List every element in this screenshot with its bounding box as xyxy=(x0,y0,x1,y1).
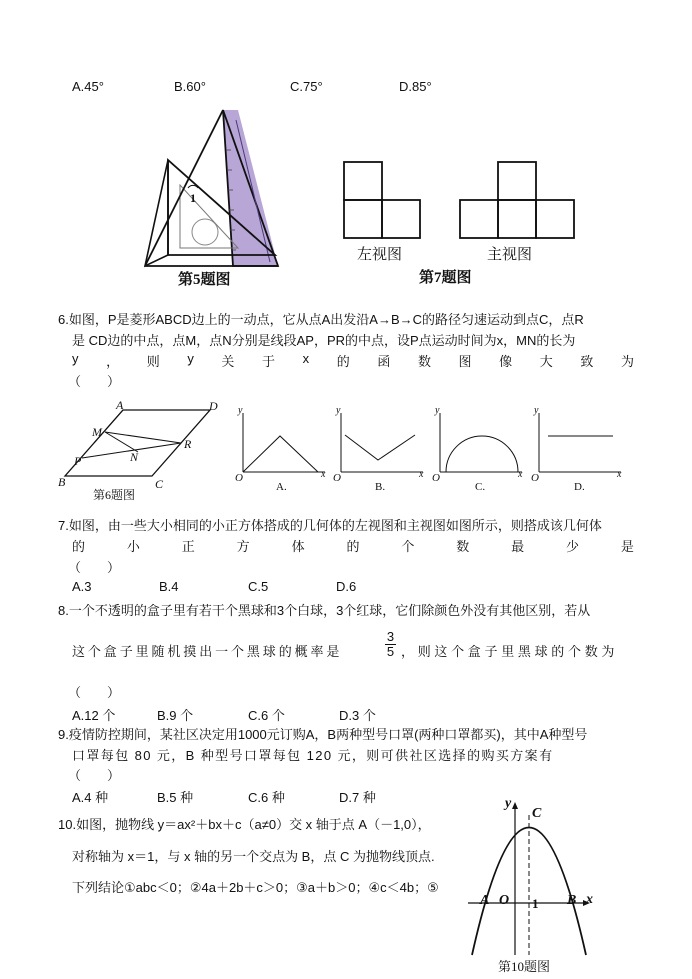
q7-option-a: A.3 xyxy=(72,579,92,594)
q4-option-b: B.60° xyxy=(174,79,206,94)
graph-d-label: D. xyxy=(574,481,585,493)
graph-a-origin: O xyxy=(235,472,243,484)
graph-c-y-label: y xyxy=(435,405,440,416)
q6-answer-blank: （ ） xyxy=(68,374,121,389)
graph-b-y-label: y xyxy=(336,405,341,416)
q9-line1: 9.疫情防控期间，某社区决定用1000元订购A，B两种型号口罩(两种口罩都买)，其中A种型号 xyxy=(58,727,588,742)
fig7-caption: 第7题图 xyxy=(419,270,472,286)
q4-option-c: C.75° xyxy=(290,79,323,94)
q9-option-c: C.6 种 xyxy=(248,790,285,805)
q10-line1: 10.如图，抛物线 y＝ax²＋bx＋c（a≠0）交 x 轴于点 A（－1,0）， xyxy=(58,817,431,832)
graph-a-y-label: y xyxy=(238,405,243,416)
fig6-label-m: M xyxy=(92,425,102,439)
fig7-front-label: 主视图 xyxy=(487,247,533,263)
fig10-c-label: C xyxy=(532,806,542,821)
graph-b-origin: O xyxy=(333,472,341,484)
fig10-a-label: A xyxy=(480,893,490,908)
q9-option-d: D.7 种 xyxy=(339,790,376,805)
q4-option-a: A.45° xyxy=(72,79,104,94)
q10-line2: 对称轴为 x＝1，与 x 轴的另一个交点为 B，点 C 为抛物线顶点. xyxy=(72,849,435,864)
q7-option-d: D.6 xyxy=(336,579,357,594)
q8-fraction-numerator: 3 xyxy=(386,629,395,644)
fig10-caption: 第10题图 xyxy=(498,959,551,974)
fig6-label-d: D xyxy=(209,399,218,413)
q8-line2-post: ，则这个盒子里黑球的个数为 xyxy=(401,644,619,659)
fig5-caption: 第5题图 xyxy=(178,272,231,288)
graph-a-x-label: x xyxy=(321,469,326,480)
fig6-label-n: N xyxy=(130,450,139,464)
q8-option-b: B.9 个 xyxy=(157,708,194,723)
graph-b-x-label: x xyxy=(419,469,424,480)
graph-d-y-label: y xyxy=(534,405,539,416)
q8-line1: 8.一个不透明的盒子里有若干个黑球和3个白球，3个红球，它们除颜色外没有其他区别，若从 xyxy=(58,603,591,618)
fig10-one-label: 1 xyxy=(532,896,539,911)
q7-option-b: B.4 xyxy=(159,579,179,594)
q6-line3: y ， 则 y 关 于 x 的 函 数 图 像 大 致 为 xyxy=(72,351,634,369)
fig6-label-c: C xyxy=(155,477,164,491)
graph-b-label: B. xyxy=(375,481,386,493)
q6-line2: 是 CD边的中点，点M，点N分别是线段AP，PR的中点，设P点运动时间为x，MN的长为 xyxy=(72,333,576,348)
fig10-y-label: y xyxy=(505,796,512,811)
fig6-label-r: R xyxy=(184,437,192,451)
fig6-label-p: P xyxy=(74,454,82,468)
fig6-label-a: A xyxy=(116,398,124,412)
graph-d-origin: O xyxy=(531,472,539,484)
q8-answer-blank: （ ） xyxy=(68,685,121,700)
fig7-left-label: 左视图 xyxy=(357,247,403,263)
graph-c-origin: O xyxy=(432,472,440,484)
graph-c-label: C. xyxy=(475,481,486,493)
q4-option-d: D.85° xyxy=(399,79,432,94)
q9-option-b: B.5 种 xyxy=(157,790,194,805)
q7-answer-blank: （ ） xyxy=(68,560,121,575)
graph-c-x-label: x xyxy=(518,469,523,480)
q10-line3: 下列结论①abc＜0；②4a＋2b＋c＞0；③a＋b＞0；④c＜4b；⑤ xyxy=(72,880,439,895)
q8-line2-pre: 这个盒子里随机摸出一个黑球的概率是 xyxy=(72,644,343,659)
fig5-angle-label: 1 xyxy=(190,191,196,205)
q8-option-c: C.6 个 xyxy=(248,708,285,723)
q7-line2: 的 小 正 方 体 的 个 数 最 少 是 xyxy=(72,539,634,554)
fig6-label-b: B xyxy=(58,475,66,489)
q9-line2: 口罩每包 80 元，B 种型号口罩每包 120 元，则可供社区选择的购买方案有 xyxy=(72,748,554,763)
fig10-o-label: O xyxy=(499,893,510,908)
q7-line1: 7.如图，由一些大小相同的小正方体搭成的几何体的左视图和主视图如图所示，则搭成该几何体 xyxy=(58,518,602,533)
fig10-x-label: x xyxy=(586,892,593,907)
graph-d-x-label: x xyxy=(617,469,622,480)
q8-option-d: D.3 个 xyxy=(339,708,376,723)
q9-option-a: A.4 种 xyxy=(72,790,109,805)
q9-answer-blank: （ ） xyxy=(68,768,121,783)
q8-fraction-denominator: 5 xyxy=(386,644,395,659)
q8-option-a: A.12 个 xyxy=(72,708,116,723)
q6-line1: 6.如图，P是菱形ABCD边上的一动点，它从点A出发沿A→B→C的路径匀速运动到点C，点R xyxy=(58,312,584,327)
fig6-caption: 第6题图 xyxy=(93,488,136,502)
fig10-b-label: B xyxy=(567,893,577,908)
graph-a-label: A. xyxy=(276,481,287,493)
q7-option-c: C.5 xyxy=(248,579,269,594)
